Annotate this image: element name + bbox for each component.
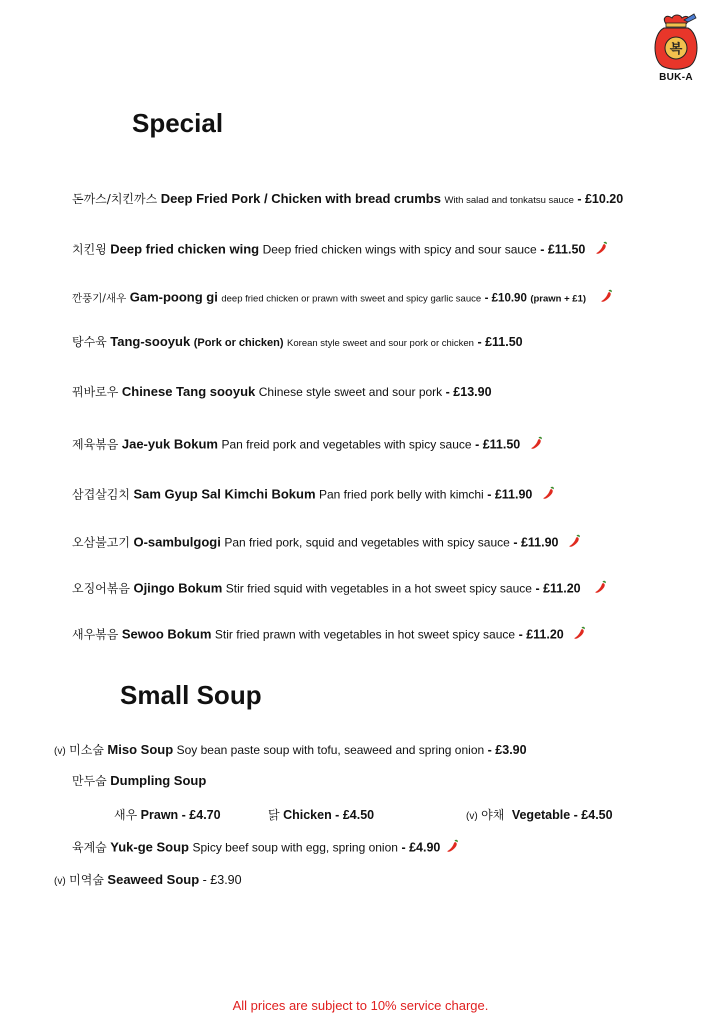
item-note: (prawn + £1) [530,293,587,305]
menu-item [72,334,679,350]
item-description: Pan freid pork and vegetables with spicy sauce [221,437,472,452]
chili-pepper-icon [573,626,586,644]
item-description: Deep fried chicken wings with spicy and sour sauce [262,242,537,257]
english-name: Chinese Tang sooyuk [121,384,256,399]
svg-text:복: 복 [669,42,683,57]
english-name: O-sambulgogi [133,534,221,550]
item-price: - £13.90 [445,385,492,399]
korean-name: 육계숩 [72,840,107,855]
english-name: Miso Soup [107,742,174,757]
menu-item [72,580,679,598]
dumpling-option-prawn [114,806,221,823]
korean-name: 탕수육 [72,335,107,349]
korean-name: 새우볶음 [72,627,119,642]
korean-name: 미역숩 [69,873,104,887]
option-label: Chicken - £4.50 [283,808,375,822]
english-name: Sewoo Bokum [121,626,212,642]
item-description: Pan fried pork belly with kimchi [318,487,484,502]
lucky-pouch-icon [650,12,702,72]
item-price: - £3.90 [202,873,242,887]
chili-pepper-icon [595,241,608,259]
menu-item [72,534,679,552]
section-title-special: Special [132,108,224,138]
korean-name: 깐풍기/새우 [72,292,127,305]
menu-item [72,191,679,207]
chili-pepper-icon [594,580,607,598]
item-price: - £3.90 [487,743,527,757]
item-price: - £11.50 [477,335,523,349]
item-description: Soy bean paste soup with tofu, seaweed and spring onion [176,743,485,757]
english-subtitle: (Pork or chicken) [193,337,284,349]
item-price: - £4.90 [401,840,441,855]
korean-name: 새우 [114,808,138,822]
item-price: - £10.20 [577,192,624,206]
dumpling-option-vegetable [466,806,613,823]
item-price: - £11.20 [535,581,581,596]
item-price: - £11.50 [540,242,586,257]
english-name: Deep Fried Pork / Chicken with bread crumbs [160,191,441,206]
menu-item [72,436,679,454]
menu-item-seaweed-soup [54,872,679,888]
item-price: - £11.20 [518,627,564,642]
vegetarian-badge: (v) [466,811,478,822]
english-name: Jae-yuk Bokum [121,436,218,452]
menu-item [72,486,679,504]
item-description: Chinese style sweet and sour pork [258,385,443,399]
chili-pepper-icon [446,839,459,857]
english-name: Deep fried chicken wing [110,241,260,257]
korean-name: 오징어볶음 [72,581,130,596]
item-description: Spicy beef soup with egg, spring onion [192,840,398,855]
korean-name: 미소숩 [69,743,104,757]
menu-item [72,626,679,644]
menu-item-dumpling-soup [72,773,679,789]
brand-name: BUK-A [659,72,693,83]
menu-item [72,384,679,400]
item-price: - £10.90 [484,292,527,305]
item-description: With salad and tonkatsu sauce [444,195,574,206]
item-description: Korean style sweet and sour pork or chicken [287,338,474,349]
korean-name: 돈까스/치킨까스 [72,192,158,206]
chili-pepper-icon [530,436,543,454]
item-description: Stir fried prawn with vegetables in hot sweet spicy sauce [214,627,516,642]
item-price: - £11.90 [487,487,533,502]
korean-name: 야채 [481,808,505,822]
service-charge-notice: All prices are subject to 10% service charge. [232,998,489,1013]
korean-name: 오삼불고기 [72,535,130,550]
chili-pepper-icon [568,534,581,552]
menu-item [72,289,679,307]
brand-logo [650,12,702,86]
vegetarian-badge: (v) [54,876,66,887]
english-name: Yuk-ge Soup [110,839,189,855]
english-name: Gam-poong gi [129,289,218,305]
korean-name: 제육볶음 [72,437,119,452]
item-description: Stir fried squid with vegetables in a hot sweet spicy sauce [225,581,532,596]
vegetarian-badge: (v) [54,746,66,757]
item-price: - £11.90 [513,535,559,550]
item-price: - £11.50 [475,437,521,452]
section-title-small-soup: Small Soup [120,680,262,710]
korean-name: 닭 [268,808,280,822]
english-name: Dumpling Soup [110,773,207,788]
english-name: Tang-sooyuk [110,334,191,349]
korean-name: 만두숩 [72,774,107,788]
korean-name: 꿔바로우 [72,385,119,399]
item-description: Pan fried pork, squid and vegetables with spicy sauce [224,535,510,550]
chili-pepper-icon [542,486,555,504]
option-label: Vegetable - £4.50 [511,808,613,822]
english-name: Seaweed Soup [107,872,200,887]
option-label: Prawn - £4.70 [140,808,221,822]
menu-item [72,241,679,259]
korean-name: 치킨윙 [72,242,107,257]
dumpling-option-chicken [268,806,374,823]
item-description: deep fried chicken or prawn with sweet and spicy garlic sauce [221,293,482,305]
english-name: Sam Gyup Sal Kimchi Bokum [133,486,316,502]
english-name: Ojingo Bokum [133,580,223,596]
menu-item-miso-soup [54,742,679,758]
chili-pepper-icon [600,289,613,307]
korean-name: 삼겹살김치 [72,487,130,502]
menu-item-yukge-soup [72,839,679,857]
